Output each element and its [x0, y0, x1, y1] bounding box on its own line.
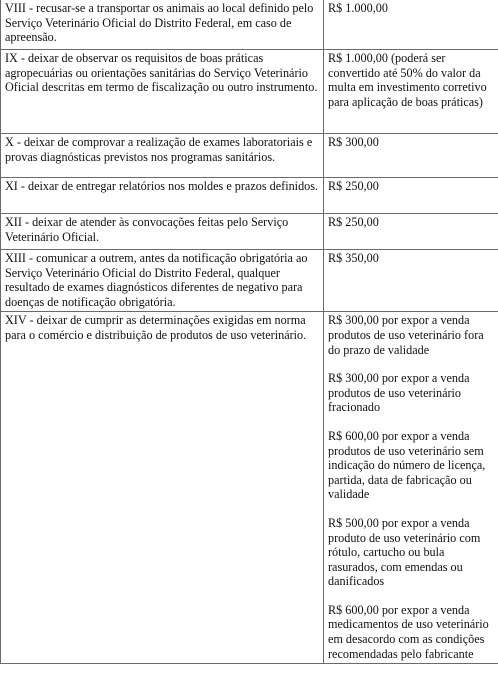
- penalty-item: R$ 300,00 por expor a venda produtos de uso veterinário fracionado: [328, 371, 470, 415]
- infraction-text: X - deixar de comprovar a realização de exames laboratoriais e provas diagnósticas previstos nos programas sanitários.: [5, 135, 313, 164]
- table-row: [1, 178, 498, 214]
- penalty-text: R$ 250,00: [328, 179, 379, 193]
- infraction-cell: [1, 0, 324, 50]
- penalty-cell: [324, 50, 498, 134]
- infraction-cell: [1, 178, 324, 214]
- infraction-text: XI - deixar de entregar relatórios nos moldes e prazos definidos.: [5, 179, 319, 193]
- penalty-item: R$ 600,00 por expor a venda medicamentos de uso veterinário em desacordo com as condições recomendadas pelo fabricante: [328, 602, 489, 661]
- infraction-text: IX - deixar de observar os requisitos de boas práticas agropecuárias ou orientações sanitárias do Serviço Veterinário Oficial descritas em termo de fiscalização ou outro instrumento.: [5, 51, 318, 95]
- infraction-text: VIII - recusar-se a transportar os animais ao local definido pelo Serviço Veterinário Oficial do Distrito Federal, em caso de apreensão.: [5, 1, 314, 45]
- penalty-text: R$ 300,00: [328, 135, 379, 149]
- infraction-cell: [1, 250, 324, 312]
- table-row: [1, 0, 498, 50]
- table-row: [1, 214, 498, 250]
- infraction-cell: [1, 50, 324, 134]
- penalty-cell: [324, 250, 498, 312]
- infraction-cell: [1, 214, 324, 250]
- penalty-cell: [324, 178, 498, 214]
- penalty-text: R$ 1.000,00: [328, 1, 388, 15]
- infraction-cell: [1, 134, 324, 178]
- penalty-cell: [324, 134, 498, 178]
- penalty-cell: [324, 214, 498, 250]
- infraction-text: XIII - comunicar a outrem, antes da notificação obrigatória ao Serviço Veterinário Oficial do Distrito Federal, qualquer resultado de exames diagnósticos diferentes de negativo para doenças de notificação obrigatória.: [5, 251, 308, 309]
- penalty-item: R$ 600,00 por expor a venda produtos de uso veterinário sem indicação do número de licença, partida, data de fabricação ou validade: [328, 428, 486, 502]
- penalty-text: R$ 1.000,00 (poderá ser convertido até 50% do valor da multa em investimento corretivo para aplicação de boas práticas): [328, 51, 487, 109]
- penalty-item: R$ 500,00 por expor a venda produto de uso veterinário com rótulo, cartucho ou bula rasurados, com emendas ou danificados: [328, 515, 481, 589]
- infraction-cell: [1, 312, 324, 664]
- penalty-text: R$ 250,00: [328, 215, 379, 229]
- penalty-cell: [324, 0, 498, 50]
- penalty-item: R$ 300,00 por expor a venda produtos de uso veterinário fora do prazo de validade: [328, 313, 484, 357]
- penalty-text: R$ 350,00: [328, 251, 379, 265]
- infraction-text: XII - deixar de atender às convocações feitas pelo Serviço Veterinário Oficial.: [5, 215, 289, 244]
- infraction-text: XIV - deixar de cumprir as determinações exigidas em norma para o comércio e distribuição de produtos de uso veterinário.: [5, 313, 307, 342]
- penalty-cell: [324, 312, 498, 664]
- table-row: [1, 50, 498, 134]
- table-row: [1, 312, 498, 664]
- table-row: [1, 250, 498, 312]
- table-row: [1, 134, 498, 178]
